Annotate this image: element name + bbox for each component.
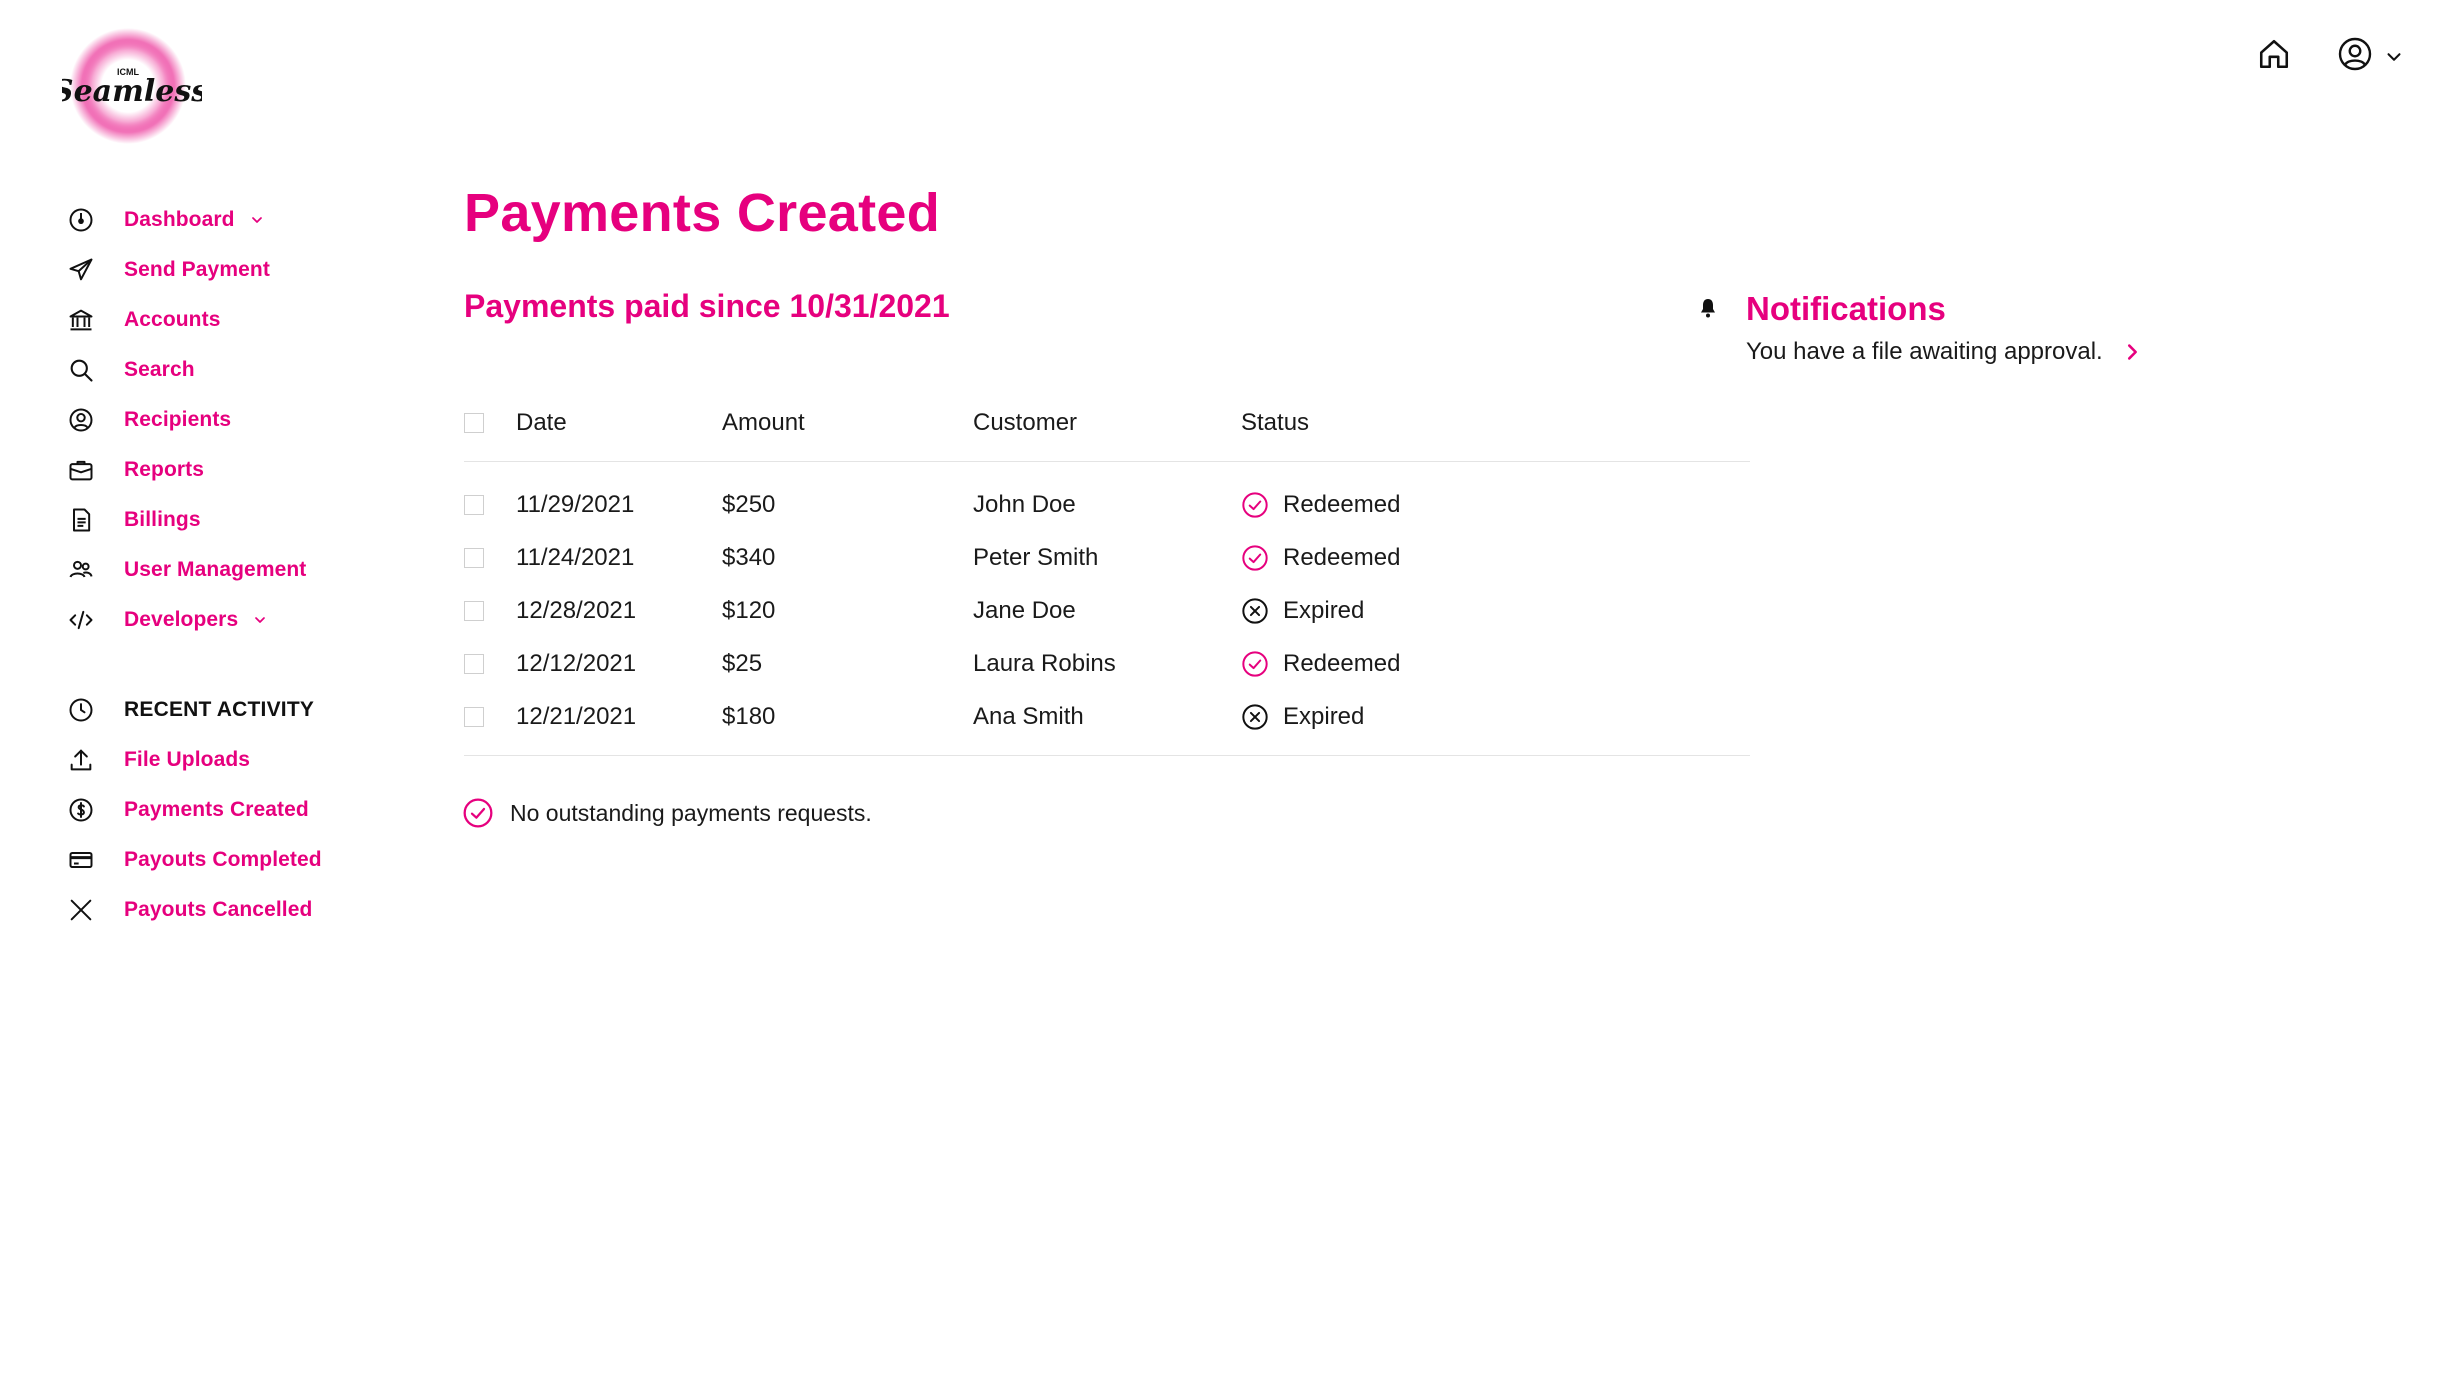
cell-customer: Jane Doe — [973, 596, 1076, 624]
status-label: Expired — [1283, 702, 1365, 730]
user-circle-icon — [2337, 36, 2373, 72]
sidebar-item-recipients[interactable] — [66, 395, 366, 445]
payments-table — [464, 392, 1750, 756]
credit-card-icon — [66, 845, 96, 875]
cell-status — [1241, 491, 1621, 519]
notification-item[interactable] — [1746, 338, 2143, 366]
cell-status — [1241, 544, 1621, 572]
cell-date: 12/28/2021 — [516, 596, 637, 624]
select-all-checkbox[interactable] — [464, 413, 484, 433]
table-header-row — [464, 392, 1750, 462]
x-circle-icon — [1241, 597, 1269, 625]
sidebar-item-payouts-cancelled[interactable] — [66, 885, 366, 935]
search-icon — [66, 355, 96, 385]
x-circle-icon — [1241, 703, 1269, 731]
bell-icon — [1696, 296, 1720, 320]
sidebar-item-accounts[interactable] — [66, 295, 366, 345]
users-icon — [66, 555, 96, 585]
cell-status — [1241, 703, 1621, 731]
close-icon — [66, 895, 96, 925]
cell-date: 11/29/2021 — [516, 490, 635, 518]
sidebar-item-payouts-completed[interactable] — [66, 835, 366, 885]
sidebar-item-label: Recipients — [124, 408, 232, 431]
sidebar-item-label: Reports — [124, 458, 205, 481]
chevron-down-icon — [2383, 46, 2405, 68]
row-checkbox[interactable] — [464, 707, 484, 727]
chevron-right-icon[interactable] — [2121, 341, 2143, 363]
table-row[interactable] — [464, 637, 1750, 690]
table-row[interactable] — [464, 584, 1750, 637]
recent-activity-label: RECENT ACTIVITY — [124, 698, 315, 721]
cell-amount: $340 — [722, 543, 776, 571]
sidebar-nav — [66, 195, 366, 935]
sidebar-item-label: User Management — [124, 558, 307, 581]
sidebar-item-label: Payouts Completed — [124, 848, 322, 871]
sidebar-item-file-uploads[interactable] — [66, 735, 366, 785]
sidebar-item-dashboard[interactable] — [66, 195, 366, 245]
sidebar-item-billings[interactable] — [66, 495, 366, 545]
svg-text:Seamless: eamless — [73, 74, 202, 109]
column-header-customer[interactable]: Customer — [973, 408, 1078, 436]
row-checkbox[interactable] — [464, 601, 484, 621]
status-label: Redeemed — [1283, 649, 1401, 677]
table-row[interactable] — [464, 690, 1750, 743]
sidebar-item-label: File Uploads — [124, 748, 251, 771]
clock-icon — [66, 695, 96, 725]
sidebar-item-search[interactable] — [66, 345, 366, 395]
notifications-title: Notifications — [1746, 290, 1946, 327]
page-subtitle: Payments paid since 10/31/2021 — [464, 288, 950, 324]
status-label: Redeemed — [1283, 490, 1401, 518]
notification-message: You have a file awaiting approval. — [1746, 338, 2103, 365]
cell-amount: $180 — [722, 702, 776, 730]
cell-amount: $120 — [722, 596, 776, 624]
paper-plane-icon — [66, 255, 96, 285]
no-outstanding-text: No outstanding payments requests. — [510, 799, 872, 826]
column-header-status[interactable]: Status — [1241, 408, 1310, 436]
brand-logo[interactable] — [62, 28, 202, 148]
svg-text:ICML: ICML — [117, 67, 139, 77]
sidebar-item-label: Send Payment — [124, 258, 270, 281]
sidebar-item-label: Accounts — [124, 308, 221, 331]
cell-status — [1241, 597, 1621, 625]
check-circle-icon — [1241, 491, 1269, 519]
cell-customer: Laura Robins — [973, 649, 1116, 677]
cell-amount: $250 — [722, 490, 776, 518]
user-circle-icon — [66, 405, 96, 435]
sidebar-item-user-management[interactable] — [66, 545, 366, 595]
home-button[interactable] — [2257, 37, 2291, 71]
cell-status — [1241, 650, 1621, 678]
page-title: Payments Created — [464, 183, 941, 243]
sidebar-item-send-payment[interactable] — [66, 245, 366, 295]
sidebar-spacer — [66, 645, 366, 685]
chevron-down-icon[interactable] — [249, 212, 265, 228]
sidebar-item-label: Developers — [124, 608, 239, 631]
table-row[interactable] — [464, 531, 1750, 584]
cell-date: 11/24/2021 — [516, 543, 635, 571]
column-header-date[interactable]: Date — [516, 408, 567, 436]
cell-customer: Ana Smith — [973, 702, 1084, 730]
sidebar-item-label: Dashboard — [124, 208, 235, 231]
status-label: Redeemed — [1283, 543, 1401, 571]
row-checkbox[interactable] — [464, 548, 484, 568]
row-checkbox[interactable] — [464, 654, 484, 674]
check-circle-icon — [1241, 544, 1269, 572]
table-body — [464, 462, 1750, 756]
cell-date: 12/21/2021 — [516, 702, 637, 730]
upload-icon — [66, 745, 96, 775]
sidebar-item-label: Payments Created — [124, 798, 309, 821]
sidebar-item-label: Billings — [124, 508, 201, 531]
code-icon — [66, 605, 96, 635]
status-label: Expired — [1283, 596, 1365, 624]
cell-customer: John Doe — [973, 490, 1076, 518]
sidebar-item-payments-created[interactable] — [66, 785, 366, 835]
table-row[interactable] — [464, 478, 1750, 531]
check-circle-icon — [1241, 650, 1269, 678]
sidebar-item-developers[interactable] — [66, 595, 366, 645]
dashboard-gauge-icon — [66, 205, 96, 235]
cell-date: 12/12/2021 — [516, 649, 637, 677]
no-outstanding-message — [462, 797, 872, 829]
cell-amount: $25 — [722, 649, 763, 677]
column-header-amount[interactable]: Amount — [722, 408, 805, 436]
header-actions — [2257, 36, 2405, 72]
briefcase-icon — [66, 455, 96, 485]
account-menu-button[interactable] — [2337, 36, 2405, 72]
document-icon — [66, 505, 96, 535]
chevron-down-icon[interactable] — [252, 612, 268, 628]
home-icon — [2257, 37, 2291, 71]
recent-activity-heading — [66, 685, 366, 735]
sidebar-item-label: Payouts Cancelled — [124, 898, 313, 921]
sidebar-item-reports[interactable] — [66, 445, 366, 495]
dollar-circle-icon — [66, 795, 96, 825]
cell-customer: Peter Smith — [973, 543, 1099, 571]
row-checkbox[interactable] — [464, 495, 484, 515]
check-circle-icon — [462, 797, 494, 829]
bank-icon — [66, 305, 96, 335]
sidebar-item-label: Search — [124, 358, 195, 381]
